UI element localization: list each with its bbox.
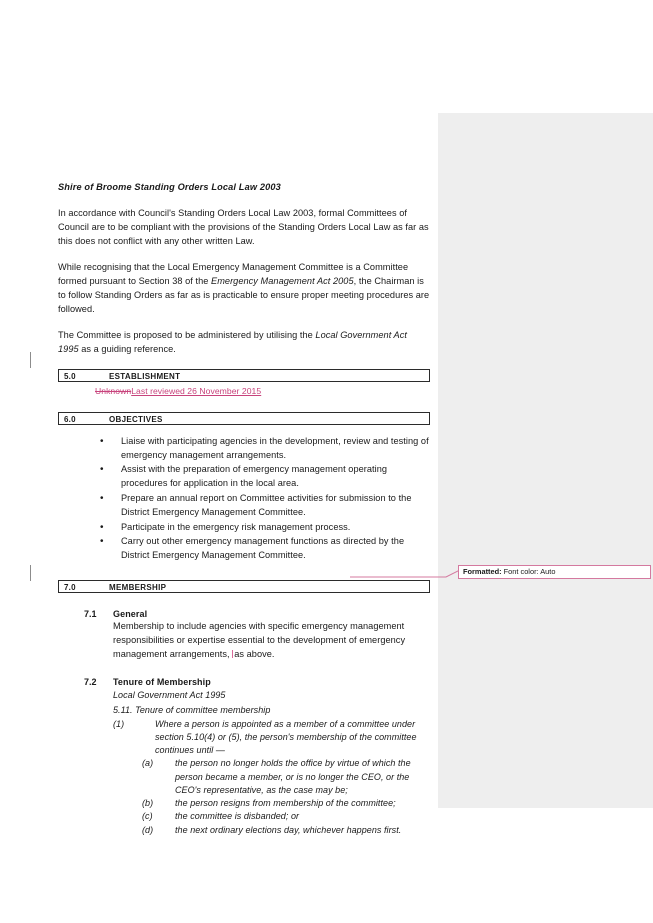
tracked-revision-establishment [95,386,430,396]
act-section-heading: 5.11. Tenure of committee membership [113,704,271,715]
formatted-comment-callout[interactable] [458,565,651,579]
change-bar-membership [30,565,31,581]
subsection-general [58,609,430,661]
act-subclause-a-number: (a) [142,758,154,769]
section-header-establishment [58,369,430,382]
list-item: • Prepare an annual report on Committee activities for submission to the District Emergency Management Committee. [58,492,430,520]
subsection-body-general [113,620,430,661]
act-subclause-b-text: the person resigns from membership of the committee; [175,798,396,809]
section-number-establishment: 5.0 [64,371,76,381]
act-clause-1-text: Where a person is appointed as a member of a committee under section 5.10(4) or (5), the person's membership of the committee continues until — [155,718,417,756]
subsection-tenure [58,677,430,836]
act-subclause-a-text: the person no longer holds the office by virtue of which the person became a member, or is no longer the CEO, or the CEO's representative, as the case may be; [175,758,411,795]
revision-inserted-text: Last reviewed 26 November 2015 [131,385,262,396]
act-subclause-d-text: the next ordinary elections day, whichever happens first. [175,824,402,835]
act-clause-1 [113,718,430,758]
act-subclause-b [113,797,430,810]
act-subclause-b-number: (b) [142,798,154,809]
list-item: • Liaise with participating agencies in the development, review and testing of emergency management arrangements. [58,435,430,463]
list-item: • Participate in the emergency risk management process. [58,521,430,535]
subsection-number-tenure: 7.2 [84,677,97,688]
section-number-objectives: 6.0 [64,414,76,424]
act-clause-1-number: (1) [113,718,125,729]
revision-deleted-text: Unknown [95,385,132,396]
section-header-objectives [58,412,430,425]
act-subclause-d [113,824,430,837]
change-bar-establishment [30,352,31,368]
markup-pane [438,113,653,808]
callout-text: Font color: Auto [501,567,556,576]
general-body-tail: as above. [234,648,275,659]
act-subclause-a [113,757,430,797]
act-subclause-c [113,810,430,823]
section-number-membership: 7.0 [64,582,76,592]
subsection-number-general: 7.1 [84,608,97,619]
section-title-objectives: OBJECTIVES [109,414,163,424]
subsection-heading-general: General [113,608,148,619]
paragraph-lemc-formation: While recognising that the Local Emergency Management Committee is a Committee formed pursuant to Section 38 of the Emergency Management Act 2005, the Chairman is to follow Standing Orders as far as is practicable to ensure proper meeting procedures are followed. [58,261,430,314]
act-subclause-c-text: the committee is disbanded; or [175,811,300,822]
document-body [58,182,430,837]
paragraph-standing-orders: In accordance with Council's Standing Orders Local Law 2003, formal Committees of Council are to be compliant with the provisions of the Standing Orders Local Law as far as this does not conflict with any other written Law. [58,207,429,246]
page-title: Shire of Broome Standing Orders Local Law 2003 [58,182,281,192]
act-subclause-d-number: (d) [142,824,154,835]
general-body-text: Membership to include agencies with specific emergency management responsibilities or expertise essential to the development of emergency management arrangements, [113,620,406,659]
quoted-act-block [113,689,430,836]
callout-label: Formatted: [463,567,502,576]
list-item: • Assist with the preparation of emergency management operating procedures for application in the local area. [58,463,430,491]
subsection-heading-tenure: Tenure of Membership [113,677,211,688]
act-subclause-c-number: (c) [142,811,153,822]
act-title: Local Government Act 1995 [113,690,226,701]
paragraph-administration: The Committee is proposed to be administered by utilising the Local Government Act 1995 as a guiding reference. [58,329,407,354]
objectives-list [58,435,430,563]
list-item: • Carry out other emergency management functions as directed by the District Emergency Management Committee. [58,535,430,563]
section-title-membership: MEMBERSHIP [109,582,167,592]
section-title-establishment: ESTABLISHMENT [109,371,181,381]
section-header-membership [58,580,430,593]
